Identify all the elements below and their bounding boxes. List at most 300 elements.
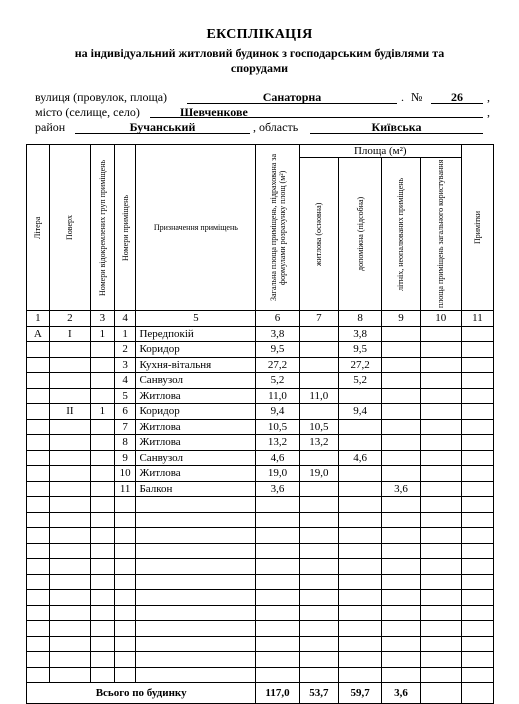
city-value: Шевченкове	[150, 105, 483, 118]
cell-name: Санвузол	[136, 450, 256, 466]
cell-floor: ІІ	[49, 404, 90, 420]
total-total: 117,0	[256, 683, 299, 704]
cell-floor	[49, 435, 90, 451]
empty-cell	[382, 667, 420, 683]
empty-row	[27, 605, 494, 621]
empty-cell	[382, 605, 420, 621]
cell-floor	[49, 466, 90, 482]
empty-cell	[420, 497, 461, 513]
empty-cell	[461, 652, 493, 668]
empty-cell	[49, 590, 90, 606]
cell-group: 1	[91, 404, 115, 420]
cell-name: Балкон	[136, 481, 256, 497]
col-header-total-area: Загальна площа приміщень, підрахована за формулами розрахунку площ (м²)	[256, 145, 299, 311]
empty-cell	[338, 621, 381, 637]
cell-total: 11,0	[256, 388, 299, 404]
district-label: район	[35, 120, 66, 134]
cell-notes	[461, 388, 493, 404]
empty-row	[27, 636, 494, 652]
cell-num: 2	[114, 342, 136, 358]
cell-num: 10	[114, 466, 136, 482]
empty-row	[27, 559, 494, 575]
cell-aux: 5,2	[338, 373, 381, 389]
cell-group	[91, 435, 115, 451]
empty-cell	[49, 528, 90, 544]
empty-cell	[299, 574, 338, 590]
cell-common	[420, 326, 461, 342]
empty-cell	[136, 590, 256, 606]
empty-cell	[382, 652, 420, 668]
empty-cell	[338, 667, 381, 683]
street-value: Санаторна	[187, 90, 397, 104]
col-header-floor: Поверх	[49, 145, 90, 311]
empty-cell	[27, 621, 50, 637]
empty-row	[27, 512, 494, 528]
cell-aux: 9,4	[338, 404, 381, 420]
cell-name: Житлова	[136, 466, 256, 482]
cell-total: 10,5	[256, 419, 299, 435]
empty-cell	[256, 497, 299, 513]
empty-cell	[338, 574, 381, 590]
empty-cell	[299, 512, 338, 528]
empty-cell	[299, 667, 338, 683]
empty-cell	[299, 559, 338, 575]
empty-cell	[49, 497, 90, 513]
empty-cell	[27, 559, 50, 575]
cell-litera	[27, 404, 50, 420]
cell-summer	[382, 466, 420, 482]
cell-common	[420, 342, 461, 358]
empty-cell	[114, 636, 136, 652]
empty-row	[27, 497, 494, 513]
city-label: місто (селище, село)	[35, 105, 140, 119]
cell-litera	[27, 373, 50, 389]
cell-floor: І	[49, 326, 90, 342]
col-header-room-number: Номери приміщень	[114, 145, 136, 311]
empty-row	[27, 590, 494, 606]
col-header-purpose: Призначення приміщень	[136, 145, 256, 311]
subtitle-line-2: спорудами	[230, 61, 289, 75]
cell-summer: 3,6	[382, 481, 420, 497]
empty-cell	[382, 512, 420, 528]
column-number: 7	[299, 311, 338, 327]
cell-living	[299, 326, 338, 342]
empty-cell	[420, 512, 461, 528]
column-number: 11	[461, 311, 493, 327]
cell-name: Передпокій	[136, 326, 256, 342]
empty-cell	[91, 621, 115, 637]
cell-num: 8	[114, 435, 136, 451]
total-notes	[461, 683, 493, 704]
total-common	[420, 683, 461, 704]
cell-litera	[27, 342, 50, 358]
cell-summer	[382, 388, 420, 404]
region-label: , область	[253, 120, 299, 134]
empty-cell	[256, 652, 299, 668]
empty-cell	[114, 574, 136, 590]
empty-cell	[256, 559, 299, 575]
cell-summer	[382, 450, 420, 466]
cell-floor	[49, 357, 90, 373]
cell-num: 4	[114, 373, 136, 389]
cell-floor	[49, 342, 90, 358]
empty-row	[27, 652, 494, 668]
empty-cell	[27, 528, 50, 544]
cell-living: 11,0	[299, 388, 338, 404]
empty-cell	[136, 543, 256, 559]
cell-name: Житлова	[136, 435, 256, 451]
cell-common	[420, 466, 461, 482]
empty-cell	[420, 543, 461, 559]
cell-total: 5,2	[256, 373, 299, 389]
empty-cell	[256, 590, 299, 606]
empty-cell	[256, 543, 299, 559]
empty-cell	[49, 636, 90, 652]
empty-cell	[299, 590, 338, 606]
cell-notes	[461, 326, 493, 342]
cell-total: 3,6	[256, 481, 299, 497]
cell-common	[420, 357, 461, 373]
cell-floor	[49, 373, 90, 389]
empty-row	[27, 528, 494, 544]
empty-cell	[299, 497, 338, 513]
subtitle-line-1: на індивідуальний житловий будинок з господарським будівлями та	[74, 46, 445, 60]
empty-cell	[338, 497, 381, 513]
cell-litera	[27, 388, 50, 404]
empty-cell	[49, 512, 90, 528]
cell-living	[299, 373, 338, 389]
empty-cell	[114, 667, 136, 683]
cell-notes	[461, 357, 493, 373]
empty-row	[27, 574, 494, 590]
cell-summer	[382, 326, 420, 342]
cell-name: Санвузол	[136, 373, 256, 389]
cell-notes	[461, 435, 493, 451]
column-number: 9	[382, 311, 420, 327]
empty-cell	[27, 667, 50, 683]
empty-cell	[27, 574, 50, 590]
cell-aux	[338, 466, 381, 482]
empty-cell	[114, 605, 136, 621]
cell-num: 6	[114, 404, 136, 420]
column-number-row	[27, 311, 494, 327]
cell-common	[420, 435, 461, 451]
area-group-header: Площа (м²)	[299, 145, 461, 158]
empty-cell	[114, 543, 136, 559]
cell-summer	[382, 435, 420, 451]
cell-floor	[49, 450, 90, 466]
explication-table	[26, 144, 494, 704]
cell-summer	[382, 357, 420, 373]
empty-cell	[461, 636, 493, 652]
cell-summer	[382, 419, 420, 435]
empty-cell	[256, 667, 299, 683]
cell-living: 10,5	[299, 419, 338, 435]
empty-cell	[461, 528, 493, 544]
cell-common	[420, 450, 461, 466]
cell-aux	[338, 388, 381, 404]
empty-cell	[338, 543, 381, 559]
empty-cell	[338, 559, 381, 575]
empty-cell	[338, 512, 381, 528]
empty-cell	[461, 497, 493, 513]
cell-name: Коридор	[136, 404, 256, 420]
document-title: ЕКСПЛІКАЦІЯ	[206, 27, 313, 42]
empty-cell	[49, 559, 90, 575]
empty-cell	[299, 605, 338, 621]
cell-num: 1	[114, 326, 136, 342]
cell-summer	[382, 404, 420, 420]
empty-cell	[338, 636, 381, 652]
empty-cell	[420, 667, 461, 683]
empty-cell	[256, 621, 299, 637]
empty-cell	[91, 636, 115, 652]
col-header-litera: Літера	[27, 145, 50, 311]
cell-name: Житлова	[136, 419, 256, 435]
empty-cell	[382, 621, 420, 637]
empty-cell	[461, 574, 493, 590]
col-header-auxiliary: допоміжна (підсобна)	[338, 158, 381, 311]
total-row	[27, 683, 494, 704]
empty-cell	[461, 512, 493, 528]
cell-num: 7	[114, 419, 136, 435]
address-block: вулиця (провулок, площа) Санаторна . № 26 , місто (селище, село) Шевченкове , район Бучанський , область Київська	[35, 90, 490, 134]
cell-living	[299, 357, 338, 373]
street-label: вулиця (провулок, площа)	[35, 90, 168, 104]
cell-living	[299, 342, 338, 358]
number-value: 26	[431, 90, 483, 104]
cell-common	[420, 419, 461, 435]
empty-cell	[382, 528, 420, 544]
empty-cell	[91, 512, 115, 528]
empty-cell	[461, 621, 493, 637]
cell-num: 9	[114, 450, 136, 466]
empty-cell	[382, 636, 420, 652]
empty-cell	[136, 497, 256, 513]
empty-cell	[256, 636, 299, 652]
empty-cell	[420, 574, 461, 590]
empty-cell	[299, 636, 338, 652]
cell-total: 3,8	[256, 326, 299, 342]
empty-cell	[114, 621, 136, 637]
cell-group	[91, 342, 115, 358]
table-row	[27, 466, 494, 482]
cell-notes	[461, 466, 493, 482]
empty-cell	[382, 574, 420, 590]
total-summer: 3,6	[382, 683, 420, 704]
cell-notes	[461, 419, 493, 435]
cell-litera	[27, 466, 50, 482]
empty-cell	[136, 621, 256, 637]
empty-cell	[27, 512, 50, 528]
col-header-notes: Примітки	[461, 145, 493, 311]
table-row	[27, 357, 494, 373]
cell-aux	[338, 419, 381, 435]
empty-cell	[114, 528, 136, 544]
empty-cell	[114, 512, 136, 528]
cell-common	[420, 404, 461, 420]
cell-common	[420, 481, 461, 497]
empty-cell	[114, 559, 136, 575]
col-header-summer: літніх, неопалюваних приміщень	[382, 158, 420, 311]
cell-group	[91, 450, 115, 466]
cell-litera	[27, 419, 50, 435]
empty-cell	[256, 605, 299, 621]
empty-cell	[91, 559, 115, 575]
cell-group	[91, 481, 115, 497]
cell-total: 9,5	[256, 342, 299, 358]
empty-cell	[420, 528, 461, 544]
empty-cell	[420, 621, 461, 637]
column-number: 3	[91, 311, 115, 327]
cell-floor	[49, 388, 90, 404]
cell-total: 27,2	[256, 357, 299, 373]
empty-cell	[49, 621, 90, 637]
empty-cell	[91, 574, 115, 590]
column-number: 8	[338, 311, 381, 327]
column-number: 5	[136, 311, 256, 327]
empty-cell	[27, 497, 50, 513]
table-row	[27, 404, 494, 420]
empty-cell	[136, 605, 256, 621]
empty-cell	[91, 652, 115, 668]
empty-cell	[91, 543, 115, 559]
district-value: Бучанський	[75, 120, 250, 134]
total-living: 53,7	[299, 683, 338, 704]
empty-cell	[461, 543, 493, 559]
cell-name: Житлова	[136, 388, 256, 404]
cell-floor	[49, 419, 90, 435]
cell-aux	[338, 435, 381, 451]
cell-aux: 27,2	[338, 357, 381, 373]
empty-row	[27, 543, 494, 559]
empty-cell	[461, 605, 493, 621]
col-header-common: площа приміщень загального користування	[420, 158, 461, 311]
empty-cell	[114, 497, 136, 513]
cell-total: 9,4	[256, 404, 299, 420]
table-row	[27, 435, 494, 451]
empty-cell	[420, 605, 461, 621]
cell-notes	[461, 481, 493, 497]
empty-cell	[91, 667, 115, 683]
empty-cell	[338, 590, 381, 606]
cell-group	[91, 419, 115, 435]
cell-summer	[382, 373, 420, 389]
empty-cell	[420, 652, 461, 668]
cell-num: 5	[114, 388, 136, 404]
cell-living	[299, 450, 338, 466]
cell-notes	[461, 450, 493, 466]
cell-notes	[461, 404, 493, 420]
cell-living: 19,0	[299, 466, 338, 482]
empty-cell	[382, 497, 420, 513]
table-body	[27, 326, 494, 683]
empty-cell	[27, 605, 50, 621]
empty-cell	[114, 590, 136, 606]
cell-living	[299, 404, 338, 420]
empty-cell	[27, 636, 50, 652]
cell-num: 3	[114, 357, 136, 373]
total-label: Всього по будинку	[27, 683, 256, 704]
cell-num: 11	[114, 481, 136, 497]
empty-cell	[461, 667, 493, 683]
cell-litera	[27, 435, 50, 451]
column-number: 4	[114, 311, 136, 327]
empty-cell	[136, 652, 256, 668]
col-header-living: житлова (основна)	[299, 158, 338, 311]
cell-total: 13,2	[256, 435, 299, 451]
cell-aux	[338, 481, 381, 497]
table-row	[27, 342, 494, 358]
cell-common	[420, 373, 461, 389]
cell-name: Кухня-вітальня	[136, 357, 256, 373]
empty-cell	[382, 543, 420, 559]
cell-litera	[27, 450, 50, 466]
empty-cell	[299, 652, 338, 668]
table-row	[27, 388, 494, 404]
table-row	[27, 419, 494, 435]
cell-living: 13,2	[299, 435, 338, 451]
empty-cell	[136, 574, 256, 590]
empty-cell	[256, 574, 299, 590]
empty-cell	[461, 590, 493, 606]
cell-aux: 4,6	[338, 450, 381, 466]
empty-cell	[299, 528, 338, 544]
cell-total: 4,6	[256, 450, 299, 466]
empty-cell	[420, 559, 461, 575]
number-label: №	[411, 90, 423, 104]
empty-cell	[49, 667, 90, 683]
document-subtitle	[0, 46, 519, 76]
column-number: 10	[420, 311, 461, 327]
cell-aux: 3,8	[338, 326, 381, 342]
empty-cell	[114, 652, 136, 668]
empty-cell	[91, 605, 115, 621]
empty-cell	[27, 543, 50, 559]
empty-cell	[136, 512, 256, 528]
column-number-row-tr	[27, 311, 494, 327]
empty-cell	[27, 652, 50, 668]
col-header-group: Номери відокремлених груп приміщень	[91, 145, 115, 311]
table-row	[27, 326, 494, 342]
cell-notes	[461, 342, 493, 358]
empty-cell	[382, 590, 420, 606]
empty-cell	[299, 543, 338, 559]
empty-cell	[91, 497, 115, 513]
empty-cell	[256, 512, 299, 528]
cell-group	[91, 466, 115, 482]
empty-cell	[49, 652, 90, 668]
column-number: 6	[256, 311, 299, 327]
empty-cell	[338, 605, 381, 621]
column-number: 1	[27, 311, 50, 327]
cell-floor	[49, 481, 90, 497]
table-row	[27, 450, 494, 466]
empty-cell	[49, 605, 90, 621]
cell-notes	[461, 373, 493, 389]
cell-group	[91, 388, 115, 404]
table-row	[27, 373, 494, 389]
total-aux: 59,7	[338, 683, 381, 704]
cell-total: 19,0	[256, 466, 299, 482]
cell-aux: 9,5	[338, 342, 381, 358]
cell-name: Коридор	[136, 342, 256, 358]
empty-cell	[299, 621, 338, 637]
empty-cell	[27, 590, 50, 606]
cell-group: 1	[91, 326, 115, 342]
cell-living	[299, 481, 338, 497]
empty-cell	[338, 528, 381, 544]
